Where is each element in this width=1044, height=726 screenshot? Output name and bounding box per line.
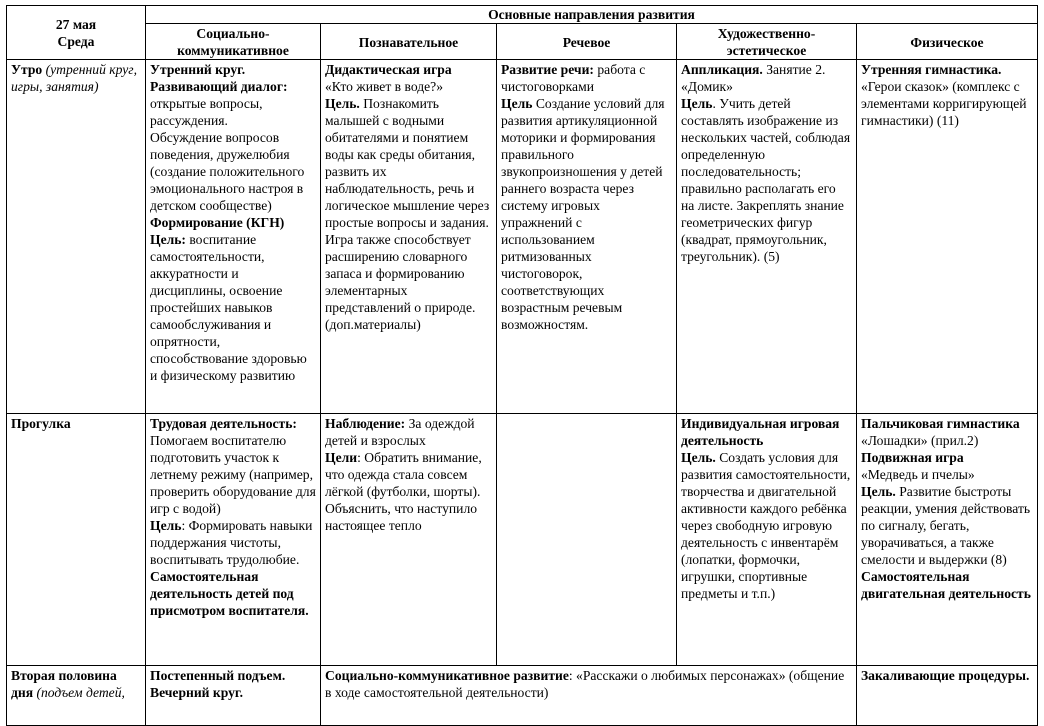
row-walk	[7, 414, 1038, 666]
goal-label: Цель.	[861, 484, 896, 499]
goal-text: воспитание самостоятельности, аккуратности и дисциплины, освоение простейших навыков самообслуживания и опрятности, способствование здоровью и физическому развитию	[150, 232, 307, 383]
merged-title: Социально-коммуникативное развитие	[325, 668, 569, 683]
speech-title: Развитие речи:	[501, 62, 594, 77]
row-afternoon	[7, 666, 1038, 726]
goal-text: Развитие быстроты реакции, умения действовать по сигналу, бегать, уворачиваться, а также смелости и выдержки (8)	[861, 484, 1031, 567]
speech-title-rest: работа с чистоговорками	[501, 62, 646, 94]
labor-activity-text: Помогаем воспитателю подготовить участок к летнему режиму (например, проверить оборудование для игр с водой)	[150, 433, 316, 516]
morning-physical-cell	[857, 60, 1038, 414]
main-directions-title: Основные направления развития	[146, 6, 1038, 24]
independent-activity-title: Самостоятельная деятельность детей под присмотром воспитателя.	[150, 569, 309, 618]
goal-text: Создать условия для развития самостоятельности, творчества и двигательной активности каждого ребёнка через свободную игровую деятельность с инвентарём (лопатки, формочки, игрушки, спортивные предметы и т.п.)	[681, 450, 851, 601]
merged-text: : «Расскажи о любимых персонажах» (общение в ходе самостоятельной деятельности)	[325, 668, 845, 700]
goal-text: Создание условий для развития артикуляционной моторики и формирования правильного звукопроизношения у детей раннего возраста через систему игровых упражнений с использованием ритмизованных чистоговорок, соответствующих возрастным речевым возможностям.	[501, 96, 665, 332]
goal-text: : Формировать навыки поддержания чистоты, воспитывать трудолюбие.	[150, 518, 313, 567]
schedule-table	[6, 5, 1038, 726]
developing-dialog-title: Развивающий диалог:	[150, 79, 288, 94]
outdoor-game-title: Подвижная игра	[861, 450, 964, 465]
walk-art-cell	[677, 414, 857, 666]
goal-label: Цели	[325, 450, 358, 465]
row-morning	[7, 60, 1038, 414]
kgn-title: Формирование (КГН)	[150, 215, 285, 230]
morning-label: Утро	[11, 62, 43, 77]
row-label-walk	[7, 414, 146, 666]
finger-gymnastics-text: «Лошадки» (прил.2)	[861, 433, 979, 448]
goal-label: Цель.	[325, 96, 360, 111]
schedule-page	[6, 5, 1037, 726]
applique-title: Аппликация.	[681, 62, 763, 77]
hardening-procedures: Закаливающие процедуры.	[861, 668, 1030, 683]
row-label-morning	[7, 60, 146, 414]
afternoon-social-cell	[146, 666, 321, 726]
gradual-wakeup: Постепенный подъем.	[150, 668, 286, 683]
walk-physical-cell	[857, 414, 1038, 666]
morning-art-cell	[677, 60, 857, 414]
kgn-goal	[150, 231, 316, 384]
column-header-social: Социально-коммуникативное	[146, 24, 321, 60]
afternoon-label-note: (подъем детей,	[36, 685, 125, 700]
finger-gymnastics-title: Пальчиковая гимнастика	[861, 416, 1020, 431]
weekday: Среда	[57, 34, 95, 49]
date: 27 мая	[55, 17, 97, 32]
didactic-game-title: Дидактическая игра	[325, 62, 452, 77]
column-header-speech: Речевое	[497, 24, 677, 60]
walk-cognitive-cell	[321, 414, 497, 666]
goal-label: Цель:	[150, 232, 186, 247]
goal-label: Цель	[150, 518, 182, 533]
morning-circle-title: Утренний круг.	[150, 62, 246, 77]
column-header-cognitive: Познавательное	[321, 24, 497, 60]
walk-label: Прогулка	[11, 416, 71, 431]
afternoon-merged-cell	[321, 666, 857, 726]
morning-gymnastics-text: «Герои сказок» (комплекс с элементами корригирующей гимнастики) (11)	[861, 79, 1027, 128]
outdoor-game-name: «Медведь и пчелы»	[861, 467, 975, 482]
morning-label-note: (утренний круг, игры, занятия)	[11, 62, 137, 94]
afternoon-label: Вторая половина дня	[11, 668, 117, 700]
goal-text: : Обратить внимание, что одежда стала совсем лёгкой (футболки, шорты). Объяснить, что наступило настоящее тепло	[325, 450, 482, 533]
date-cell	[7, 6, 146, 60]
goal-label: Цель	[501, 96, 533, 111]
independent-motor-activity-title: Самостоятельная двигательная деятельность	[861, 569, 1031, 601]
observation-title: Наблюдение:	[325, 416, 406, 431]
morning-gymnastics-title: Утренняя гимнастика.	[861, 62, 1002, 77]
dialog-text: открытые вопросы, рассуждения.	[150, 96, 263, 128]
walk-social-cell	[146, 414, 321, 666]
afternoon-physical-cell	[857, 666, 1038, 726]
observation-title-rest: За одеждой детей и взрослых	[325, 416, 475, 448]
didactic-game-goal	[325, 95, 492, 316]
morning-speech-cell	[497, 60, 677, 414]
column-header-art: Художественно-эстетическое	[677, 24, 857, 60]
discussion-text: Обсуждение вопросов поведения, дружелюбия (создание положительного эмоционального настроя в детском сообществе)	[150, 130, 305, 213]
goal-label: Цель	[681, 96, 713, 111]
individual-play-title: Индивидуальная игровая деятельность	[681, 416, 840, 448]
row-label-afternoon	[7, 666, 146, 726]
didactic-game-name: «Кто живет в воде?»	[325, 79, 444, 94]
morning-social-cell	[146, 60, 321, 414]
morning-cognitive-cell	[321, 60, 497, 414]
walk-speech-cell	[497, 414, 677, 666]
column-header-physical: Физическое	[857, 24, 1038, 60]
applique-title-rest: Занятие 2. «Домик»	[681, 62, 826, 94]
goal-label: Цель.	[681, 450, 716, 465]
extra-materials-note: (доп.материалы)	[325, 317, 421, 332]
goal-text: . Учить детей составлять изображение из нескольких частей, соблюдая определенную последовательность; правильно располагать его на листе. Закреплять знание геометрических фигур (квадрат, прямоугольник, треугольник). (5)	[681, 96, 851, 264]
evening-circle: Вечерний круг.	[150, 685, 243, 700]
labor-activity-title: Трудовая деятельность:	[150, 416, 297, 431]
goal-text: Познакомить малышей с водными обитателями и понятием воды как среды обитания, развить их наблюдательность, речь и логическое мышление через простые вопросы и задания. Игра также способствует расширению словарного запаса и формированию элементарных представлений о природе.	[325, 96, 490, 315]
